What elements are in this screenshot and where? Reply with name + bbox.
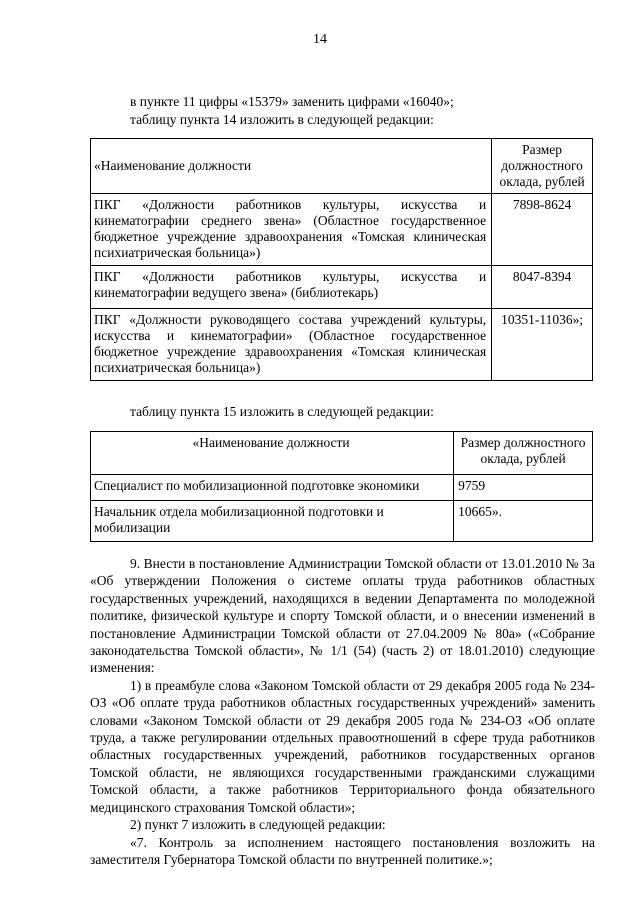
position-cell: Специалист по мобилизационной подготовке экономики <box>91 475 454 501</box>
position-cell: ПКГ «Должности руководящего состава учреждений культуры, искусства и кинематографии» (Областное государственное бюджетное учреждение здравоохранения «Томская клиническая психиатрическая больница») <box>91 309 492 381</box>
column-header-salary: Размер должностного оклада, рублей <box>454 432 593 475</box>
salary-table-1 <box>90 138 593 381</box>
table-row <box>91 266 593 309</box>
position-cell: ПКГ «Должности работников культуры, искусства и кинематографии ведущего звена» (библиотекарь) <box>91 266 492 309</box>
column-header-position: «Наименование должности <box>91 432 454 475</box>
table-row <box>91 501 593 542</box>
salary-cell: 9759 <box>454 475 593 501</box>
column-header-salary: Размер должностного оклада, рублей <box>492 139 593 194</box>
table-row <box>91 194 593 266</box>
page-number: 14 <box>313 32 327 47</box>
table-header-row <box>91 139 593 194</box>
paragraph-9: 9. Внести в постановление Администрации Томской области от 13.01.2010 № 3а «Об утверждении Положения о системе оплаты труда работников областных государственных учреждений, находящихся в ведении Департамента по молодежной политике, физической культуре и спорту Томской области, и о внесении изменений в постановление Администрации Томской области от 27.04.2009 № 80а» («Собрание законодательства Томской области», № 1/1 (54) (часть 2) от 18.01.2010) следующие изменения: <box>90 556 595 676</box>
intro-line-2: таблицу пункта 14 изложить в следующей редакции: <box>130 112 434 127</box>
body-text <box>90 555 595 868</box>
salary-cell: 10351-11036»; <box>492 309 593 381</box>
table-row <box>91 309 593 381</box>
paragraph-item-1: 1) в преамбуле слова «Законом Томской области от 29 декабря 2005 года № 234-ОЗ «Об оплате труда работников областных государственных учреждений» заменить словами «Законом Томской области от 29 декабря 2005 года № 234-ОЗ «Об оплате труда, а также регулировании отдельных правоотношений в сфере труда работников областных государственных учреждений, работников государственных органов Томской области, не являющихся государственными гражданскими служащими Томской области, а также работников Территориального фонда обязательного медицинского страхования Томской области»; <box>90 677 595 815</box>
position-cell: Начальник отдела мобилизационной подготовки и мобилизации <box>91 501 454 542</box>
salary-cell: 10665». <box>454 501 593 542</box>
mid-line: таблицу пункта 15 изложить в следующей редакции: <box>130 404 434 419</box>
paragraph-item-2: 2) пункт 7 изложить в следующей редакции: <box>130 817 386 833</box>
salary-cell: 8047-8394 <box>492 266 593 309</box>
salary-cell: 7898-8624 <box>492 194 593 266</box>
column-header-position: «Наименование должности <box>91 139 492 194</box>
salary-table-2 <box>90 431 593 542</box>
paragraph-quote-7: «7. Контроль за исполнением настоящего постановления возложить на заместителя Губернатора Томской области по внутренней политике.»; <box>90 834 595 867</box>
table-row <box>91 475 593 501</box>
table-header-row <box>91 432 593 475</box>
position-cell: ПКГ «Должности работников культуры, искусства и кинематографии среднего звена» (Областное государственное бюджетное учреждение здравоохранения «Томская клиническая психиатрическая больница») <box>91 194 492 266</box>
intro-line-1: в пункте 11 цифры «15379» заменить цифрами «16040»; <box>130 94 454 109</box>
